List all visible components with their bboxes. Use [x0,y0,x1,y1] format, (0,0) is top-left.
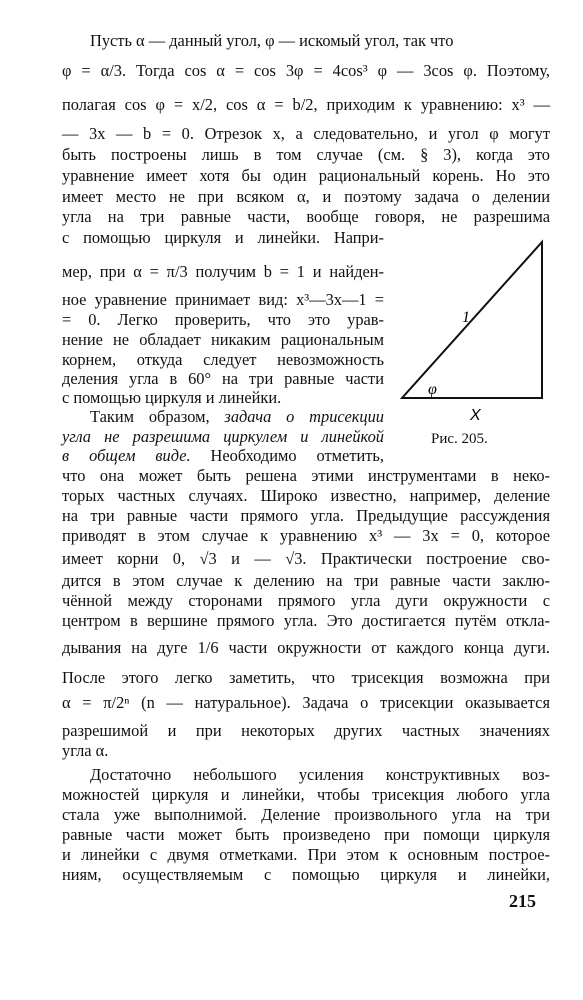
text-line: что она может быть решена этими инструментами в неко- [62,466,550,485]
text-line: торых частных случаях. Широко известно, например, деление [62,486,550,505]
text-line: α = π/2ⁿ (n — натуральное). Задача о трисекции оказывается [62,693,550,712]
text-line: корнем, откуда следует невозможность [62,350,384,369]
text-line: Пусть α — данный угол, φ — искомый угол, так что [90,31,454,50]
text-line: центром в вершине прямого угла. Это достигается путём откла- [62,611,550,630]
angle-label: φ [428,381,437,398]
text-line: быть построены лишь в том случае (см. § 3), когда это [62,145,550,164]
text-line: с помощью циркуля и линейки. [62,388,282,407]
text-line: стала уже выполнимой. Деление произвольного угла на три [62,805,550,824]
text-line: ное уравнение принимает вид: x³—3x—1 = [62,290,384,309]
text-line: имеет место не при всяком α, и поэтому задача о делении [62,187,550,206]
hypotenuse-label: 1 [462,309,470,326]
text-line: имеет корни 0, √3 и — √3. Практически построение сво- [62,549,550,568]
text-line: с помощью циркуля и линейки. Напри- [62,228,384,247]
text-line: После этого легко заметить, что трисекция возможна при [62,668,550,687]
italic-span: задача о трисекции [224,407,384,426]
base-label: X [470,407,481,424]
text-line: можностей циркуля и линейки, чтобы трисекция любого угла [62,785,550,804]
text-line: разрешимой и при некоторых других частных значениях [62,721,550,740]
text-line: ниям, осуществляемым с помощью циркуля и линейки, [62,865,550,884]
text-line: равные части может быть произведено при помощи циркуля [62,825,550,844]
text-line: дывания на дуге 1/6 части окружности от каждого конца дуги. [62,638,550,657]
text-span: Необходимо отметить, [190,446,384,465]
right-triangle-figure [398,238,558,448]
text-line [90,407,384,427]
page-number: 215 [509,891,536,911]
text-line: дится в этом случае к делению на три равные части заклю- [62,571,550,590]
italic-span: в общем виде. [62,446,191,465]
text-line: уравнение имеет хотя бы один рациональный корень. Но это [62,166,550,185]
text-line: полагая cos φ = x/2, cos α = b/2, приходим к уравнению: x³ — [62,95,550,114]
triangle-shape [402,242,542,398]
text-line [62,446,384,466]
text-line: φ = α/3. Тогда cos α = cos 3φ = 4cos³ φ — 3cos φ. Поэтому, [62,61,550,80]
text-line: и линейки с двумя отметками. При этом к основным построе- [62,845,550,864]
text-line: чённой между сторонами прямого угла дуги окружности с [62,591,550,610]
text-line: угла α. [62,741,109,760]
text-line: приводят в этом случае к уравнению x³ — 3x = 0, которое [62,526,550,545]
text-line: нение не обладает никаким рациональным [62,330,384,349]
text-line: угла на три равные части, вообще говоря, не разрешима [62,207,550,226]
text-line: — 3x — b = 0. Отрезок x, а следовательно, и угол φ могут [62,124,550,143]
text-line: деления угла в 60° на три равные части [62,369,384,388]
text-line: = 0. Легко проверить, что это урав- [62,310,384,329]
text-line: Достаточно небольшого усиления конструктивных воз- [90,765,550,784]
text-line: мер, при α = π/3 получим b = 1 и найден- [62,262,384,281]
text-line: угла не разрешима циркулем и линейкой [62,427,384,446]
text-span: Таким образом, [90,407,225,426]
figure-caption: Рис. 205. [431,431,488,447]
text-line: на три равные части прямого угла. Предыдущие рассуждения [62,506,550,525]
